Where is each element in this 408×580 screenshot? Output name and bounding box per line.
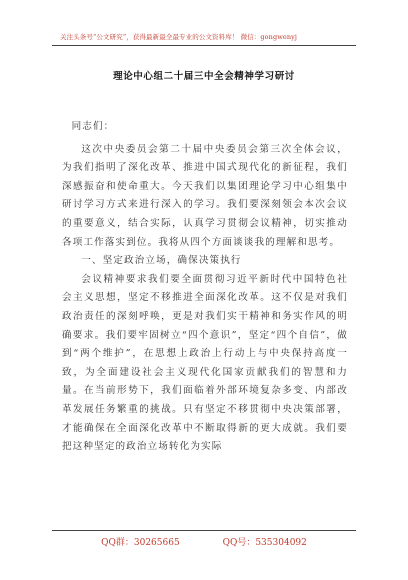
salutation: 同志们： <box>71 121 115 132</box>
header-banner: 关注头条号“公文研究”，获得最新最全最专业的公文资料库！ 微信：gongwenyj <box>60 33 298 41</box>
footer <box>0 535 408 548</box>
document-body <box>62 118 348 457</box>
header-divider <box>52 45 356 46</box>
document-title: 理论中心组二十届三中全会精神学习研讨 <box>113 71 295 82</box>
footer-divider <box>52 530 356 531</box>
paragraph-intro: 这次中央委员会第二十届中央委员会第三次全体会议，为我们指明了深化改革、推进中国式现代化的新征程，我们深感振奋和使命重大。今天我们以集团理论学习中心组集中研讨学习方式来进行深入的学习。我们要深刻领会本次会议的重要意义，结合实际，认真学习贯彻会议精神，切实推动各项工作落实到位。我将从四个方面谈谈我的理解和思考。 <box>62 143 348 248</box>
footer-qq-number: QQ号：535304092 <box>222 538 307 548</box>
paragraph-section-1: 会议精神要求我们要全面贯彻习近平新时代中国特色社会主义思想，坚定不移推进全面深化改革。这不仅是对我们政治责任的深刻呼唤，更是对我们实干精神和务实作风的明确要求。我们要牢固树立“四个意识”，坚定“四个自信”，做到“两个维护”，在思想上政治上行动上与中央保持高度一致，为全面建设社会主义现代化国家贡献我们的智慧和力量。在当前形势下，我们面临着外部环境复杂多变、内部改革发展任务繁重的挑战。只有坚定不移贯彻中央决策部署，才能确保在全面深化改革中不断取得新的更大成就。我们要把这种坚定的政治立场转化为实际 <box>62 273 348 453</box>
section-heading-1: 一、坚定政治立场，确保决策执行 <box>81 255 242 267</box>
footer-qq-group: QQ群：30265665 <box>101 538 180 548</box>
